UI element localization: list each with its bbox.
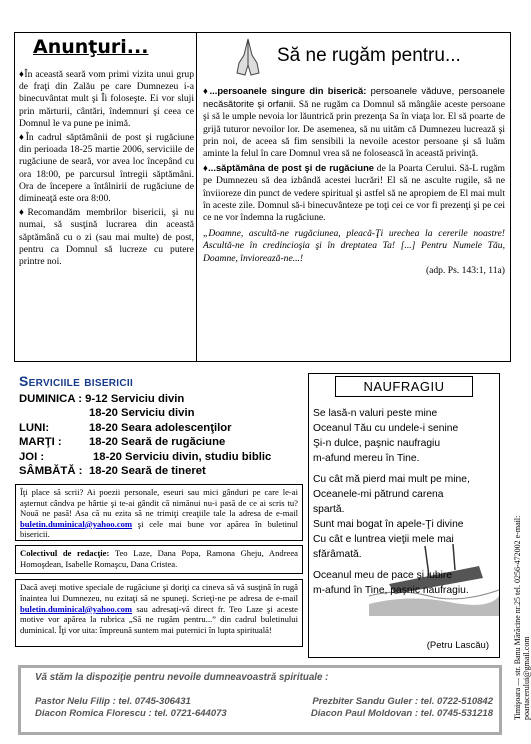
prayer-title: Să ne rugăm pentru... <box>277 45 461 66</box>
service-row <box>19 464 319 478</box>
contact-row <box>35 696 493 708</box>
prayer-box <box>196 32 511 362</box>
poem-text <box>313 406 499 598</box>
poem-line: Oceanele-mi pătrund carena <box>313 489 444 500</box>
announcement-item: ♦În cadrul săptămânii de post şi rugăciune din perioada 18-25 martie 2006, serviciile de rugăciune de seară, vor avea loc începând cu ora 18:00, pe parcursul întregii săptămâni. Ora de începere a întâlnirii de rugăciune de dimineaţă este ora 8:00. <box>19 132 194 205</box>
service-day: SÂMBĂTĂ : <box>19 465 83 478</box>
prayer-request-before: Dacă aveţi motive speciale de rugăciune şi doriţi ca cineva să vă susţină în rugă înaintea lui Dumnezeu, nu ezitaţi să ne spuneţi. Scrieţi-ne pe adresa de e-mail <box>20 582 298 603</box>
announcement-item: ♦În această seară vom primi vizita unui grup de fraţi din Zalău pe care Dumnezeu i-a binecuvântat mult şi Îi foloseşte. Ei vor sluji prin mărturii, cântări, îndemnuri şi ceea ce Domnul le va pune pe inimă. <box>19 69 194 129</box>
announcements-title: Anunţuri... <box>33 36 149 58</box>
prayer-lead: ♦...săptămâna de post şi de rugăciune <box>203 162 375 174</box>
poem-stanza <box>313 568 499 598</box>
prayer-highlight: persoanele văduve, persoanele necăsătorite şi orfanii. <box>203 85 505 110</box>
poem-line: Oceanul Tău cu undele-i senine <box>313 423 459 434</box>
contact-item: Diacon Paul Moldovan : tel. 0745-531218 <box>310 708 493 719</box>
poem-line: Cu cât mă pierd mai mult pe mine, <box>313 474 470 485</box>
poem-title: NAUFRAGIU <box>363 379 445 394</box>
service-day: DUMINICA : 9-12 Serviciu divin <box>19 393 185 405</box>
editorial-label: Colectivul de redacţie: <box>20 548 110 558</box>
prayer-content <box>203 85 505 277</box>
poem-line: m-afund în Tine, paşnic naufragiu. <box>313 585 469 596</box>
poem-line: Oceanul meu de pace şi iubire <box>313 570 453 581</box>
service-time: 18-20 Seară de tineret <box>89 465 206 478</box>
announcements-list <box>19 69 194 268</box>
writing-text <box>20 487 298 540</box>
poem-box <box>308 373 500 658</box>
prayer-paragraph <box>203 162 505 224</box>
footer-box <box>18 665 502 735</box>
service-day: JOI : <box>19 450 45 463</box>
writing-box <box>15 484 303 541</box>
announcements-box <box>14 32 197 362</box>
service-row <box>19 435 319 449</box>
prayer-text: de la Poarta Cerului. Să-L rugăm pe Dumnezeu să dea izbândă acestei lucrări! El să ne asculte rugile, să ne înviioreze din punct de vedere spiritual şi astfel să ne apropiem de El mai mult în aceste zile. Domnul să-i binecuvânteze pe toţi cei ce vor fi prezenţi şi pe cei ce ne vor îndemna la rugăciune. <box>203 163 505 224</box>
poem-line: Cu cât e luntrea vieţii mele mai <box>313 534 454 545</box>
poem-line: m-afund mereu în Tine. <box>313 453 420 464</box>
editorial-text <box>20 548 298 570</box>
service-time: 18-20 Serviciu divin <box>89 407 195 420</box>
footer-contacts <box>35 696 493 720</box>
service-day: LUNI: <box>19 421 50 434</box>
poem-line: Se lasă-n valuri peste mine <box>313 408 438 419</box>
poem-stanza <box>313 406 499 466</box>
poem-stanza <box>313 472 499 562</box>
services-schedule <box>19 392 319 478</box>
prayer-reference: (adp. Ps. 143:1, 11a) <box>425 264 505 276</box>
announcement-item: ♦Recomandăm membrilor bisericii, şi nu numai, să susţină lucrarea din această săptămână cu o zi (sau mai multe) de post, pentru ca Domnul să lucreze cu putere printre noi. <box>19 207 194 268</box>
service-row <box>19 406 319 420</box>
praying-hands-icon <box>233 37 263 77</box>
contact-item: Diacon Romica Florescu : tel. 0721-644073 <box>35 708 227 719</box>
service-day: MARŢI : <box>19 436 62 449</box>
editorial-names: Teo Laze, Dana Popa, Ramona Gheju, Andreea Homoşdean, Isabelle Romaşcu, Dana Cristea. <box>20 548 298 569</box>
side-note: Timişoara — str. Banu Mărăcine nr.25 tel. 0256-472002 e-mail: poartacerului@gmail.com <box>513 515 531 720</box>
prayer-request-text <box>20 582 298 636</box>
poem-author: (Petru Lascău) <box>426 640 489 651</box>
service-time: 18-20 Seară de rugăciune <box>89 436 226 449</box>
email-link[interactable]: buletin.duminical@yahoo.com <box>20 603 133 614</box>
prayer-request-after: sau adresaţi-vă direct fr. Teo Laze şi aceste motive vor apărea la rubrica „Să ne rugăm pentru...” din cadrul buletinului duminical. Îţi vor uita: împreună suntem mai puternici în lupta spirituală! <box>20 603 298 636</box>
editorial-box <box>15 545 303 574</box>
prayer-request-box <box>15 579 303 647</box>
writing-text-after: şi cele mai bune vor apărea în buletinul bisericii. <box>20 518 298 540</box>
prayer-text: Să ne rugăm ca Domnul să mângâie aceste persoane şi să le umple nevoia lor lăuntrică prin prezenţa Sa în viaţa lor. El să poarte de grijă tuturor nevoilor lor. De asemenea, să nu uităm că Dumnezeu lucrează şi prin noi, de aceea să fim sensibili la nevoile acestor persoane şi să luăm aminte la felul în care Domnul vrea să ne folosească în această privinţă. <box>203 99 505 160</box>
service-row <box>19 450 319 464</box>
contact-row <box>35 708 493 720</box>
footer-intro: Vă stăm la dispoziţie pentru nevoile dumneavoastră spirituale : <box>35 672 329 683</box>
poem-line: spartă. <box>313 504 345 515</box>
service-time: 18-20 Seara adolescenţilor <box>89 421 232 434</box>
writing-text-before: Îţi place să scrii? Ai poezii personale, eseuri sau mici gânduri pe care le-ai aşternut cândva pe hârtie şi te-ai gândit că nimănui nu-i pasă de ce ai scris tu? Nouă ne pasă! Asa că nu ezita să ne trimiţi creaţiile tale la adresa de e-mail <box>20 487 298 519</box>
services-title: Serviciile bisericii <box>19 373 134 389</box>
email-link[interactable]: buletin.duminical@yahoo.com <box>20 518 133 529</box>
poem-line: sfărâmată. <box>313 549 362 560</box>
poem-line: Sunt mai bogat în apele-Ţi divine <box>313 519 464 530</box>
prayer-lead: ♦...persoanele singure din biserică: <box>203 85 367 96</box>
service-row <box>19 421 319 435</box>
prayer-quote: „Doamne, ascultă-ne rugăciunea, pleacă-Ţi urechea la cererile noastre! Ascultă-ne în credincioşia şi în dreptatea Ta! [...] Pentru Numele Tău, Doamne, înviorează-ne...! <box>203 228 505 264</box>
contact-item: Prezbiter Sandu Guler : tel. 0722-510842 <box>312 696 493 707</box>
contact-item: Pastor Nelu Filip : tel. 0745-306431 <box>35 696 191 707</box>
prayer-paragraph <box>203 85 505 160</box>
service-time: 18-20 Serviciu divin, studiu biblic <box>93 450 272 463</box>
service-row <box>19 392 319 406</box>
poem-line: Şi-n dulce, paşnic naufragiu <box>313 438 441 449</box>
